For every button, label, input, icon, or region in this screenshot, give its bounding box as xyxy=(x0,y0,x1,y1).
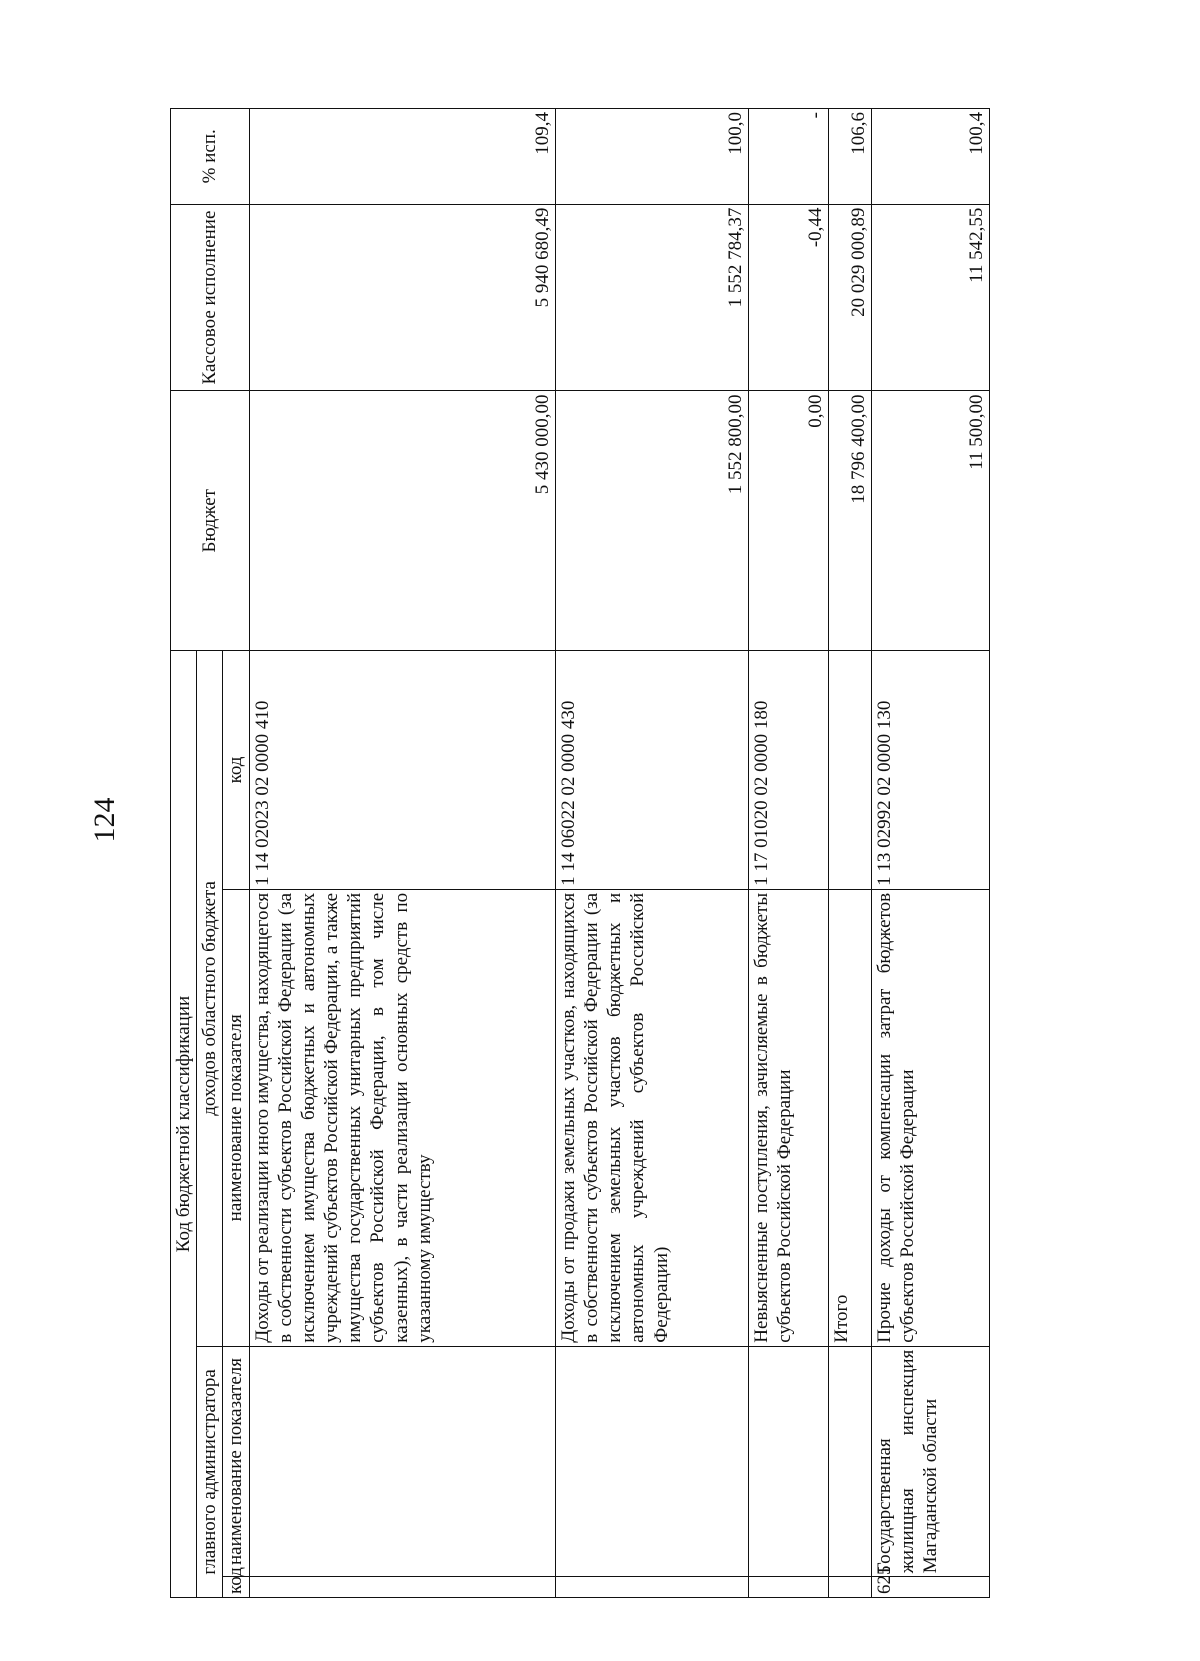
header-admin-group: главного администратора xyxy=(197,1346,223,1597)
income-name-cell: Доходы от продажи земельных участков, находящихся в собственности субъектов Российской Федерации (за исключением земельных участков бюджетных и автономных учреждений субъектов Российской Федерации) xyxy=(555,889,748,1346)
admin-code-cell xyxy=(555,1577,748,1598)
table-row xyxy=(249,109,555,1598)
budget-cell: 1 552 800,00 xyxy=(555,391,748,651)
admin-code-cell xyxy=(749,1577,829,1598)
header-budget: Бюджет xyxy=(171,391,250,651)
budget-table xyxy=(170,108,990,1598)
cash-cell: 5 940 680,49 xyxy=(249,204,555,391)
admin-code-cell: 625 xyxy=(872,1577,990,1598)
total-percent: 106,6 xyxy=(829,109,872,205)
total-row xyxy=(829,109,872,1598)
total-empty-admin xyxy=(829,1346,872,1577)
admin-code-cell xyxy=(249,1577,555,1598)
admin-name-cell: Государственная жилищная инспекция Магаданской области xyxy=(872,1346,990,1577)
total-budget: 18 796 400,00 xyxy=(829,391,872,651)
header-income-code: код xyxy=(223,651,249,890)
cash-cell: 11 542,55 xyxy=(872,204,990,391)
income-name-cell: Невыясненные поступления, зачисляемые в бюджеты субъектов Российской Федерации xyxy=(749,889,829,1346)
table-row xyxy=(749,109,829,1598)
header-admin-code: код xyxy=(223,1577,249,1598)
income-name-cell: Прочие доходы от компенсации затрат бюджетов субъектов Российской Федерации xyxy=(872,889,990,1346)
budget-cell: 0,00 xyxy=(749,391,829,651)
header-cash: Кассовое исполнение xyxy=(171,204,250,391)
income-code-cell: 1 17 01020 02 0000 180 xyxy=(749,651,829,890)
header-percent: % исп. xyxy=(171,109,250,205)
cash-cell: 1 552 784,37 xyxy=(555,204,748,391)
income-code-cell: 1 13 02992 02 0000 130 xyxy=(872,651,990,890)
admin-name-cell xyxy=(749,1346,829,1577)
cash-cell: -0,44 xyxy=(749,204,829,391)
header-admin-name: наименование показателя xyxy=(223,1346,249,1577)
total-empty-kcode xyxy=(829,651,872,890)
total-cash: 20 029 000,89 xyxy=(829,204,872,391)
total-label: Итого xyxy=(829,889,872,1346)
total-empty-code xyxy=(829,1577,872,1598)
rotated-table-wrapper xyxy=(170,108,990,1598)
header-income-group: доходов областного бюджета xyxy=(197,651,223,1347)
table-row xyxy=(872,109,990,1598)
percent-cell: 100,4 xyxy=(872,109,990,205)
income-code-cell: 1 14 06022 02 0000 430 xyxy=(555,651,748,890)
header-classification: Код бюджетной классификации xyxy=(171,651,197,1598)
percent-cell: 109,4 xyxy=(249,109,555,205)
income-name-cell: Доходы от реализации иного имущества, находящегося в собственности субъектов Российской Федерации (за исключением имущества бюджетных и автономных учреждений субъектов Российской Федерации, а также имущества государственных унитарных предприятий субъектов Российской Федерации, в том числе казенных), в части реализации основных средств по указанному имуществу xyxy=(249,889,555,1346)
admin-name-cell xyxy=(555,1346,748,1577)
percent-cell: 100,0 xyxy=(555,109,748,205)
table-row xyxy=(555,109,748,1598)
percent-cell: - xyxy=(749,109,829,205)
page-number: 124 xyxy=(88,797,121,843)
header-income-name: наименование показателя xyxy=(223,889,249,1346)
admin-name-cell xyxy=(249,1346,555,1577)
budget-cell: 11 500,00 xyxy=(872,391,990,651)
income-code-cell: 1 14 02023 02 0000 410 xyxy=(249,651,555,890)
budget-cell: 5 430 000,00 xyxy=(249,391,555,651)
